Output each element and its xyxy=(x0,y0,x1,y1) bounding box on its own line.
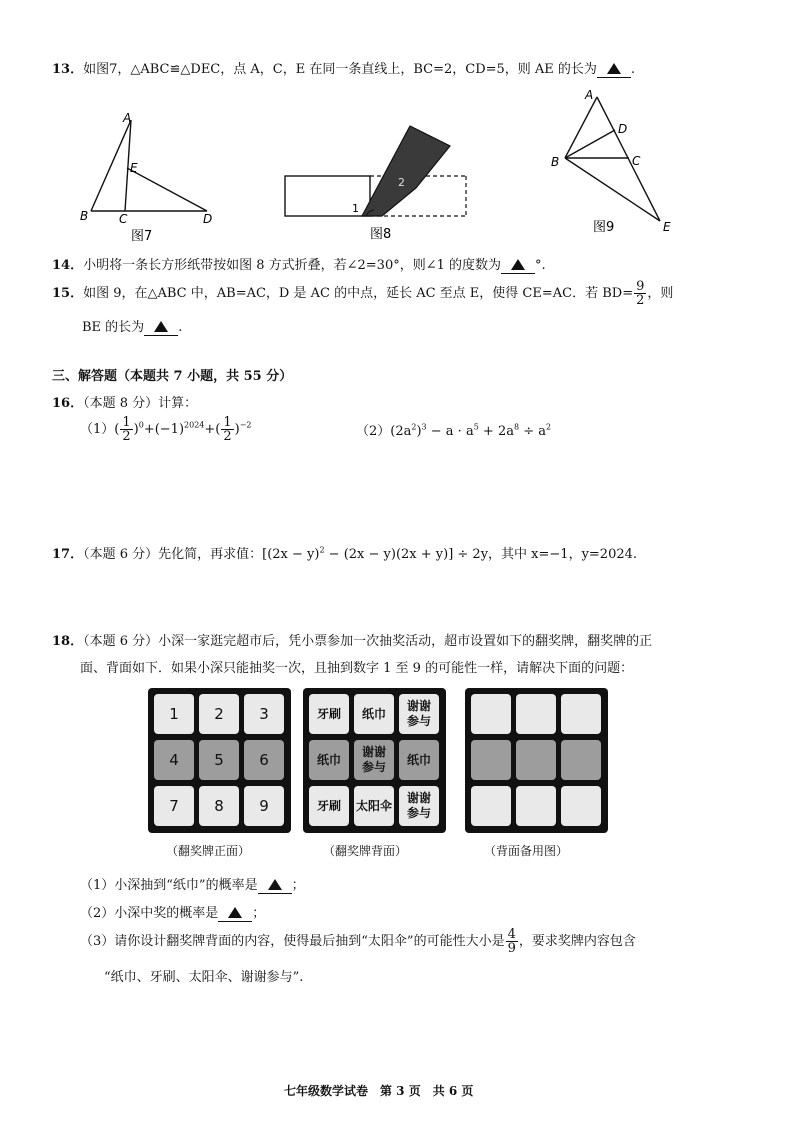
q16-part1: （1）( $\frac{1}{2}$ )$^0+(-1)^{2024}+$( $\frac{1}{2}$ )$^{-2}$ xyxy=(80,415,252,444)
caption-spare: （背面备用图） xyxy=(484,844,569,858)
back-tile-4: 纸巾 xyxy=(309,740,349,780)
q14-degree: ° xyxy=(535,258,542,273)
q18-line2: 面、背面如下．如果小深只能抽奖一次，且抽到数字 1 至 9 的可能性一样，请解决下面的问题： xyxy=(80,661,634,676)
q13-answer-blank xyxy=(597,62,631,78)
answer-triangle-icon xyxy=(511,259,525,270)
front-tile-4: 4 xyxy=(154,740,194,780)
fig7-label-a: A xyxy=(123,111,132,125)
q18-sub1: （1）小深抽到“纸巾”的概率是 ； xyxy=(80,878,305,893)
q18-line1: 18．（本题 6 分）小深一家逛完超市后，凭小票参加一次抽奖活动，超市设置如下的翻奖牌，翻奖牌的正 xyxy=(52,634,653,649)
q14-answer-blank xyxy=(501,258,535,274)
q15-line1 xyxy=(52,280,673,307)
fig8-folded-part xyxy=(362,126,450,216)
spare-tile-3 xyxy=(561,694,601,734)
q18-s2-blank xyxy=(218,906,252,922)
q18-number: 18． xyxy=(52,634,84,649)
back-tile-1: 牙刷 xyxy=(309,694,349,734)
front-tile-6: 6 xyxy=(244,740,284,780)
q15-number: 15． xyxy=(52,286,84,301)
answer-triangle-icon xyxy=(268,879,282,890)
q13-text-a: 如图7， xyxy=(83,62,131,77)
q14-line xyxy=(52,254,546,274)
front-tile-5: 5 xyxy=(199,740,239,780)
q18-sub3: （3）请你设计翻奖牌背面的内容，使得最后抽到“太阳伞”的可能性大小是 $\frac{4}{9}$ ，要求奖牌内容包含 xyxy=(80,927,636,956)
back-tile-7: 牙刷 xyxy=(309,786,349,826)
front-tile-1: 1 xyxy=(154,694,194,734)
q17-number: 17． xyxy=(52,547,84,562)
answer-triangle-icon xyxy=(154,321,168,332)
figure-8 xyxy=(282,118,472,243)
front-tile-3: 3 xyxy=(244,694,284,734)
q13-text-b: △ABC≌△DEC，点 A，C，E 在同一条直线上，BC=2，CD=5，则 AE 的长为 xyxy=(130,62,597,77)
spare-tile-7 xyxy=(471,786,511,826)
q15-answer-blank xyxy=(144,320,178,336)
section-3-title: 三、解答题（本题共 7 小题，共 55 分） xyxy=(52,369,293,384)
q13-end: . xyxy=(630,62,636,77)
spare-tile-4 xyxy=(471,740,511,780)
fig9-line-be xyxy=(565,158,660,221)
fig7-label-c: C xyxy=(119,212,128,226)
q15-line2-text: BE 的长为 xyxy=(82,320,145,335)
q13-line xyxy=(52,58,635,78)
fig9-label-c: C xyxy=(632,154,641,168)
q16-part2: $(2)(2a^2)^3 - a \cdot a^5 + 2a^8 \div a^2$ xyxy=(356,422,552,439)
front-tile-8: 8 xyxy=(199,786,239,826)
fig9-label-e: E xyxy=(663,220,671,234)
spare-tile-6 xyxy=(561,740,601,780)
q15-fraction: $\frac{9}{2}$ xyxy=(636,279,645,308)
fig7-line-ed xyxy=(127,168,207,211)
page-footer: 七年级数学试卷 第 3 页 共 6 页 xyxy=(284,1084,474,1098)
q16-line xyxy=(52,392,197,411)
q14-end: . xyxy=(541,258,546,273)
back-tile-9: 谢谢 参与 xyxy=(399,786,439,826)
board-spare xyxy=(465,688,608,833)
q16-text: （本题 8 分）计算： xyxy=(83,396,198,411)
q14-number: 14． xyxy=(52,258,84,273)
q17-line: 17．（本题 6 分）先化简，再求值：$[(2x - y)^2 - (2x - y)(2x + y)] \div 2y$，其中 x=−1，y=2024. xyxy=(52,545,638,562)
fig9-label-a: A xyxy=(585,88,594,102)
fig7-label-d: D xyxy=(203,212,213,226)
board-back xyxy=(303,688,446,833)
figure-9 xyxy=(545,85,685,237)
caption-front: （翻奖牌正面） xyxy=(166,844,251,858)
back-tile-8: 太阳伞 xyxy=(354,786,394,826)
back-tile-6: 纸巾 xyxy=(399,740,439,780)
q14-text: 小明将一条长方形纸带按如图 8 方式折叠，若∠2=30°，则∠1 的度数为 xyxy=(83,258,502,273)
answer-triangle-icon xyxy=(607,63,621,74)
fig7-line-ab xyxy=(91,120,131,211)
back-tile-3: 谢谢 参与 xyxy=(399,694,439,734)
fig9-line-ae xyxy=(597,97,660,221)
q15-text: 如图 9，在△ABC 中，AB=AC，D 是 AC 的中点，延长 AC 至点 E，使得 CE=AC．若 BD= xyxy=(83,286,634,301)
back-tile-2: 纸巾 xyxy=(354,694,394,734)
q13-number: 13． xyxy=(52,62,84,77)
board-front xyxy=(148,688,291,833)
fig9-caption: 图9 xyxy=(593,220,615,235)
front-tile-2: 2 xyxy=(199,694,239,734)
q15-text-after: ，则 xyxy=(647,286,674,301)
fig7-label-b: B xyxy=(80,209,89,223)
back-tile-5: 谢谢 参与 xyxy=(354,740,394,780)
spare-tile-8 xyxy=(516,786,556,826)
spare-tile-9 xyxy=(561,786,601,826)
fig7-caption: 图7 xyxy=(131,229,153,243)
front-tile-9: 9 xyxy=(244,786,284,826)
answer-triangle-icon xyxy=(228,907,242,918)
fig7-label-e: E xyxy=(130,161,138,175)
q16-number: 16． xyxy=(52,396,84,411)
q18-s3-fraction: $\frac{4}{9}$ xyxy=(507,927,516,956)
spare-tile-1 xyxy=(471,694,511,734)
fig8-caption: 图8 xyxy=(370,227,392,242)
q18-s1-blank xyxy=(258,878,292,894)
fig8-angle1: 1 xyxy=(352,202,359,215)
fig9-label-d: D xyxy=(618,122,628,136)
q15-line2: BE 的长为 . xyxy=(82,320,183,335)
q18-sub3-line2: “纸巾、牙刷、太阳伞、谢谢参与”. xyxy=(104,970,304,985)
fig9-label-b: B xyxy=(551,155,560,169)
spare-tile-5 xyxy=(516,740,556,780)
front-tile-7: 7 xyxy=(154,786,194,826)
caption-back: （翻奖牌背面） xyxy=(323,844,408,858)
q18-sub2: （2）小深中奖的概率是 ； xyxy=(80,906,266,921)
fig8-angle2: 2 xyxy=(398,176,405,189)
figure-7 xyxy=(75,108,225,243)
spare-tile-2 xyxy=(516,694,556,734)
